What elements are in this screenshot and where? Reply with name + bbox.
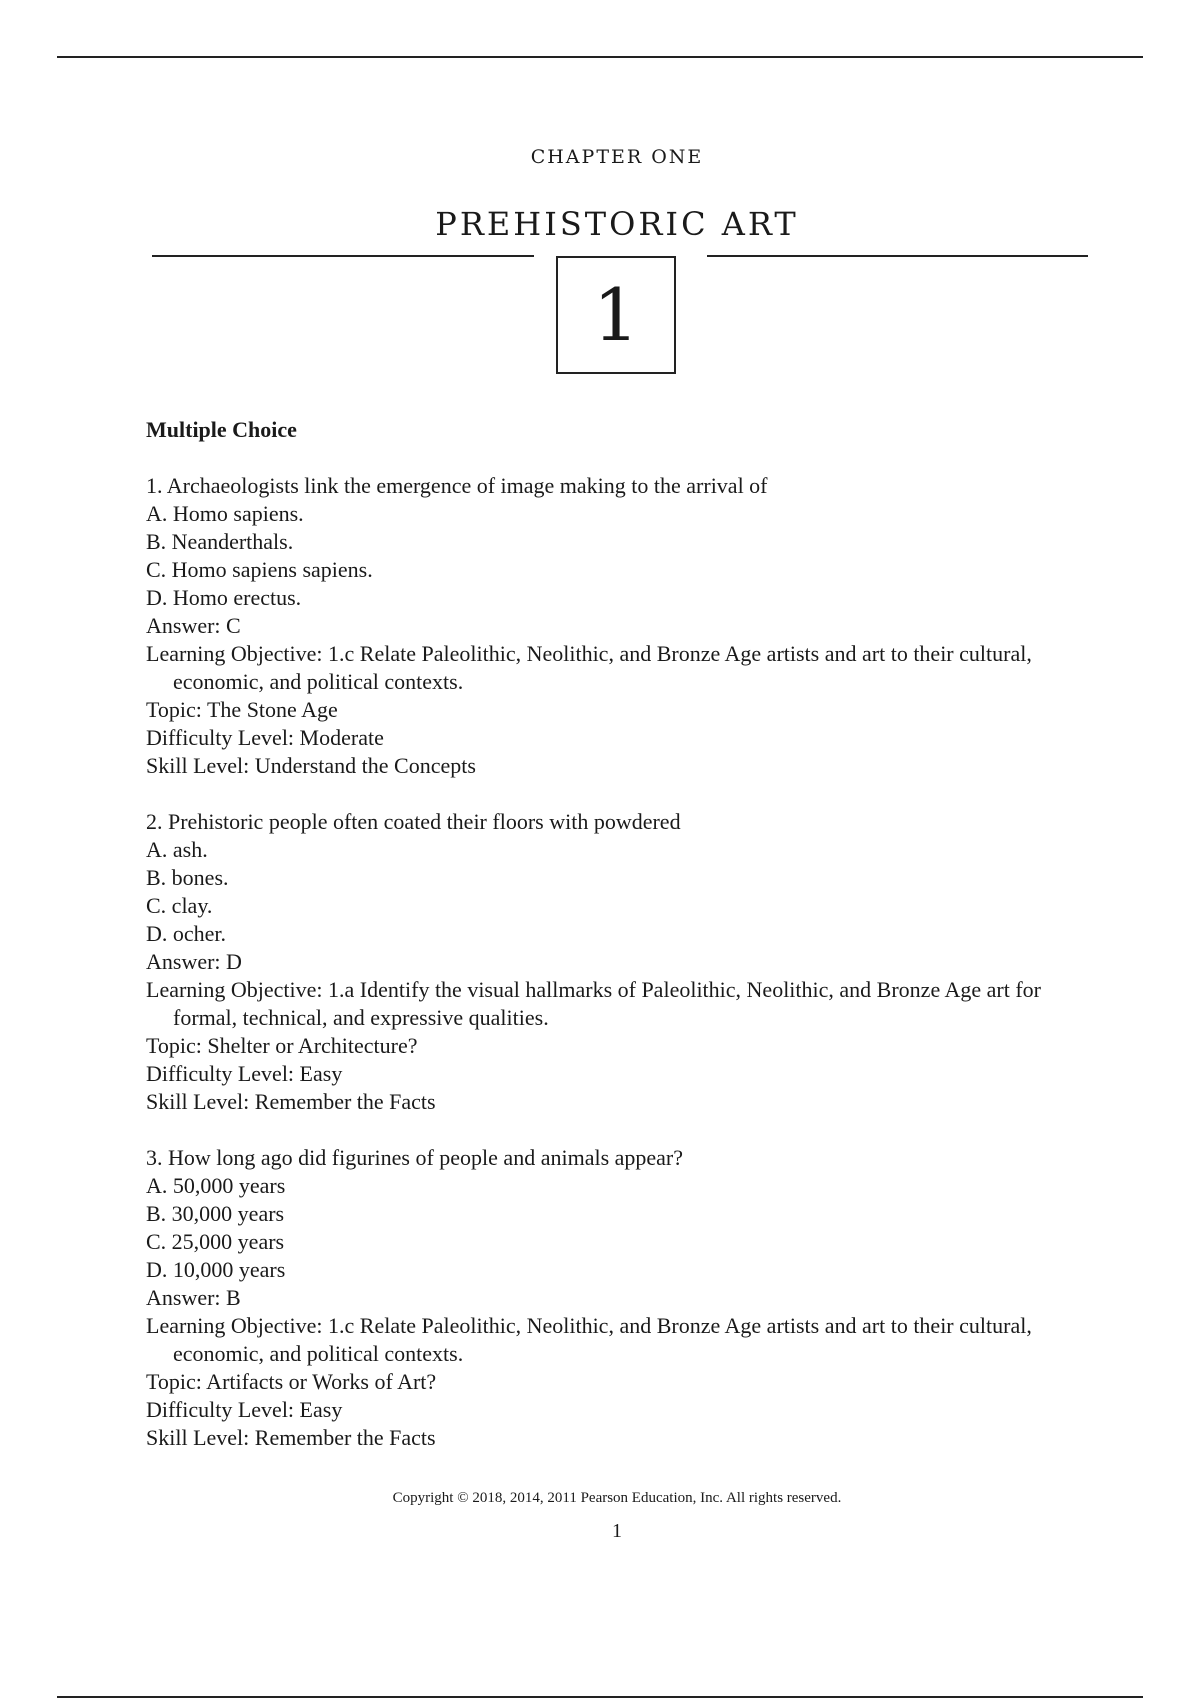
option-a: A. ash.: [146, 837, 208, 862]
option-c: C. 25,000 years: [146, 1229, 285, 1254]
option-c: C. Homo sapiens sapiens.: [146, 557, 373, 582]
answer: Answer: B: [146, 1285, 241, 1310]
question-prompt: 1. Archaeologists link the emergence of image making to the arrival of: [146, 473, 768, 498]
page-bottom-rule: [57, 1696, 1143, 1698]
learning-objective: Learning Objective: 1.a Identify the visual hallmarks of Paleolithic, Neolithic, and Bronze Age art for formal, technical, and expressive qualities.: [146, 977, 1041, 1030]
question-block: [146, 808, 1106, 1116]
question-content: [146, 416, 1106, 1480]
skill-level: Skill Level: Remember the Facts: [146, 1425, 436, 1450]
page-top-rule: [57, 56, 1143, 58]
option-b: B. 30,000 years: [146, 1201, 285, 1226]
chapter-title: PREHISTORIC ART: [435, 205, 799, 243]
chapter-number-box: [556, 256, 676, 374]
learning-objective: Learning Objective: 1.c Relate Paleolithic, Neolithic, and Bronze Age artists and art to their cultural, economic, and political contexts.: [146, 1313, 1032, 1366]
option-d: D. Homo erectus.: [146, 585, 302, 610]
difficulty-level: Difficulty Level: Moderate: [146, 725, 384, 750]
section-heading: Multiple Choice: [146, 417, 297, 442]
chapter-number: 1: [593, 273, 639, 357]
difficulty-level: Difficulty Level: Easy: [146, 1397, 343, 1422]
page-number: 1: [612, 1520, 622, 1542]
copyright-notice: Copyright © 2018, 2014, 2011 Pearson Education, Inc. All rights reserved.: [392, 1490, 842, 1506]
topic: Topic: Shelter or Architecture?: [146, 1033, 418, 1058]
option-b: B. Neanderthals.: [146, 529, 294, 554]
topic: Topic: Artifacts or Works of Art?: [146, 1369, 437, 1394]
option-a: A. 50,000 years: [146, 1173, 286, 1198]
question-prompt: 3. How long ago did figurines of people and animals appear?: [146, 1145, 684, 1170]
skill-level: Skill Level: Remember the Facts: [146, 1089, 436, 1114]
title-rule-right: [707, 255, 1088, 257]
question-block: [146, 472, 1106, 780]
option-d: D. ocher.: [146, 921, 227, 946]
option-a: A. Homo sapiens.: [146, 501, 304, 526]
answer: Answer: D: [146, 949, 242, 974]
difficulty-level: Difficulty Level: Easy: [146, 1061, 343, 1086]
learning-objective: Learning Objective: 1.c Relate Paleolithic, Neolithic, and Bronze Age artists and art to their cultural, economic, and political contexts.: [146, 641, 1032, 694]
option-c: C. clay.: [146, 893, 213, 918]
option-d: D. 10,000 years: [146, 1257, 286, 1282]
option-b: B. bones.: [146, 865, 229, 890]
chapter-label: CHAPTER ONE: [530, 146, 704, 168]
question-prompt: 2. Prehistoric people often coated their floors with powdered: [146, 809, 681, 834]
question-block: [146, 1144, 1106, 1452]
skill-level: Skill Level: Understand the Concepts: [146, 753, 476, 778]
title-rule-left: [152, 255, 534, 257]
topic: Topic: The Stone Age: [146, 697, 338, 722]
answer: Answer: C: [146, 613, 241, 638]
